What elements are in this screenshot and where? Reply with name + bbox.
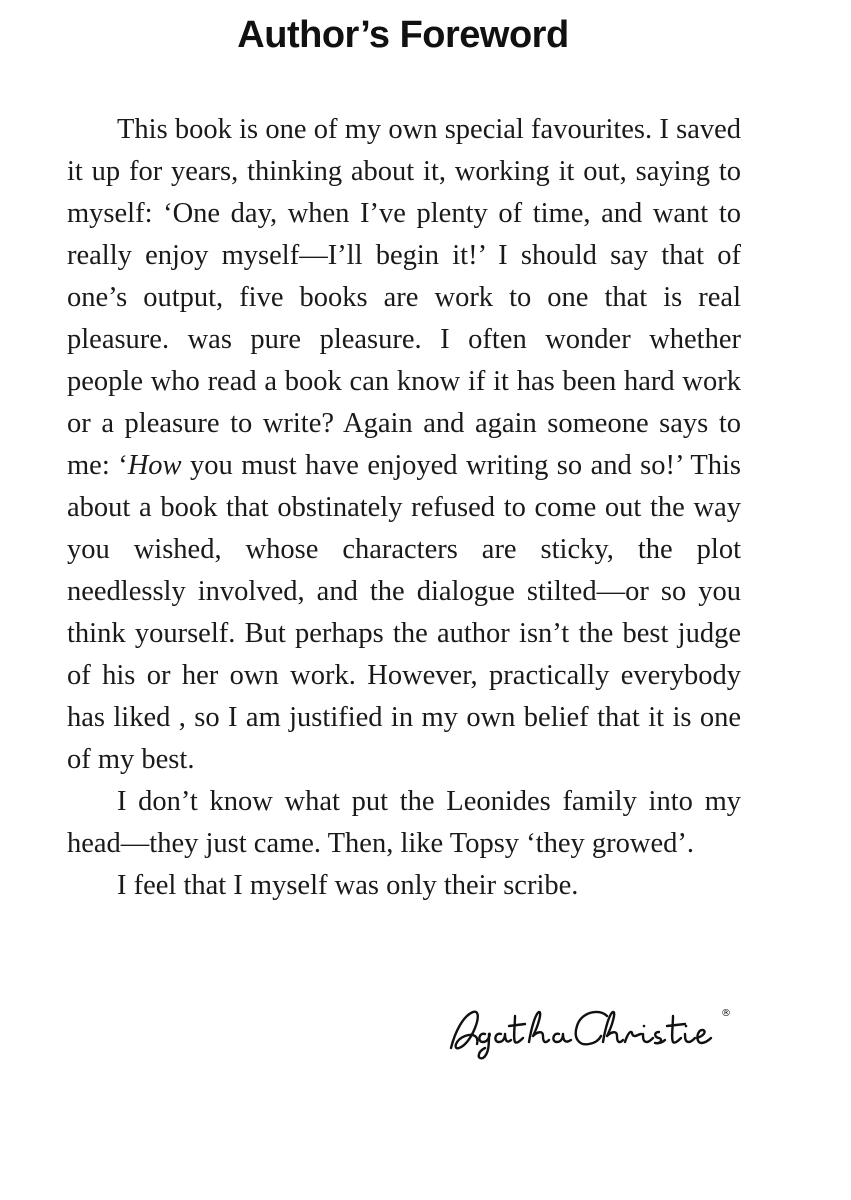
paragraph-3: I feel that I myself was only their scribe. xyxy=(117,870,579,901)
paragraph-1-part-2: you must have enjoyed writing so and so!’ This about a book that obstinately refused to come out the way you wished, whose characters are sticky, the plot needlessly involved, and the dialogue stilted—or so you think yourself. But perhaps the author isn’t the best judge of his or her own work. However, practically everybody has liked , so I am justified in my own belief that it is one of my best. xyxy=(67,450,741,775)
page-title: Author’s Foreword xyxy=(237,14,569,56)
foreword-body xyxy=(67,109,741,907)
paragraph-1-part-1: This book is one of my own special favourites. I saved it up for years, thinking about it, working it out, saying to myself: ‘One day, when I’ve plenty of time, and want to really enjoy myself—I’ll begin it!’ I should say that of one’s output, five books are work to one that is real pleasure. was pure pleasure. I often wonder whether people who read a book can know if it has been hard work or a pleasure to write? Again and again someone says to me: ‘ xyxy=(67,114,741,481)
paragraph-1-emphasis: How xyxy=(127,450,182,481)
paragraph-2: I don’t know what put the Leonides family into my head—they just came. Then, like Topsy ‘they growed’. xyxy=(67,786,741,859)
agatha-christie-signature xyxy=(445,1002,745,1062)
trademark-symbol: ® xyxy=(721,1008,731,1019)
paragraph-1 xyxy=(67,109,741,781)
